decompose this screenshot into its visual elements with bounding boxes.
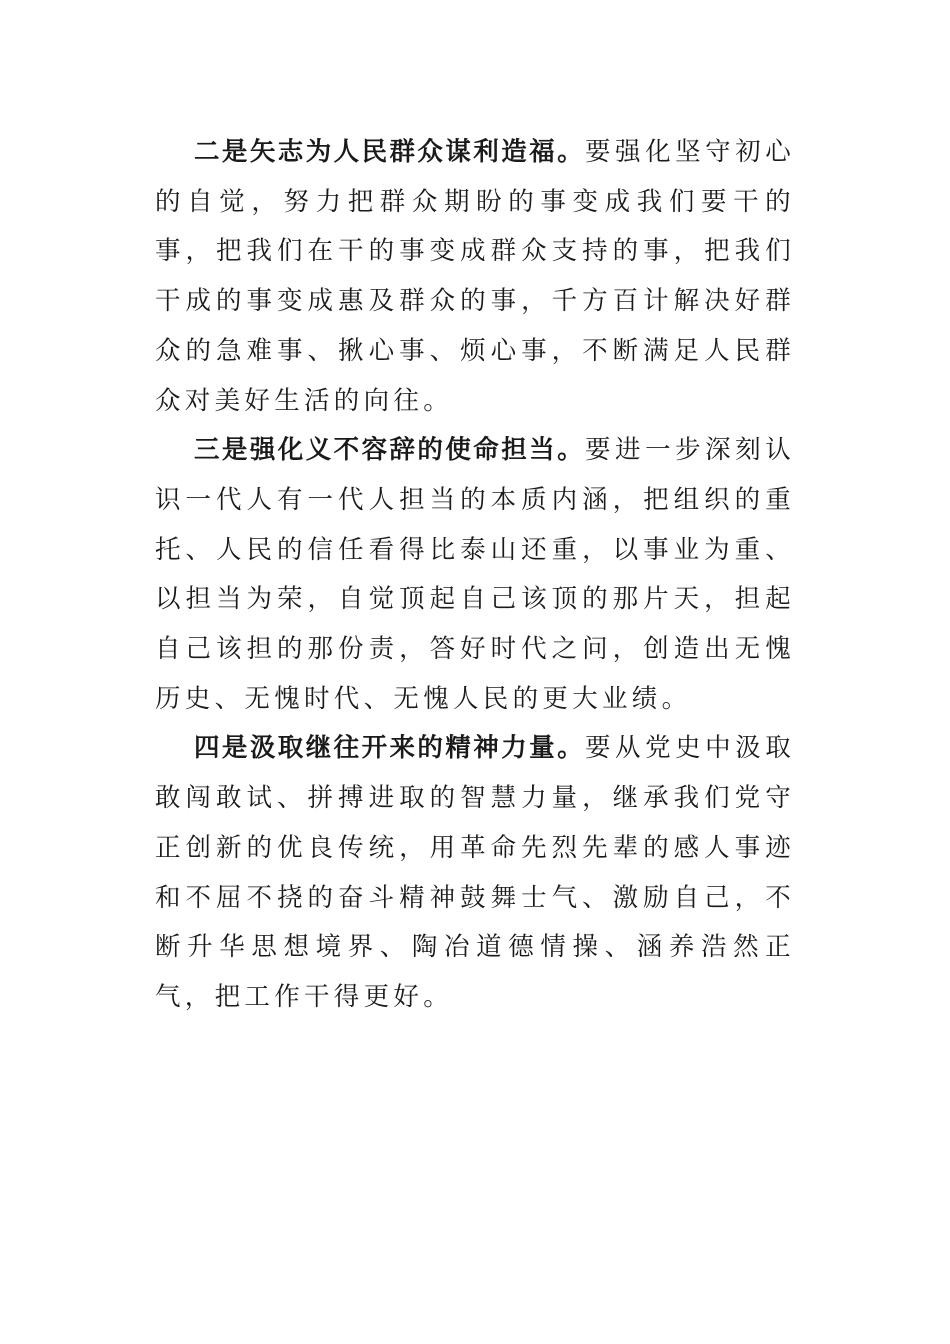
paragraph-4 [155, 724, 795, 1022]
paragraph-text: 要从党史中汲取敢闯敢试、拼搏进取的智慧力量，继承我们党守正创新的优良传统，用革命先烈先辈的感人事迹和不屈不挠的奋斗精神鼓舞士气、激励自己，不断升华思想境界、陶冶道德情操、涵养浩然正气，把工作干得更好。 [155, 733, 795, 1012]
paragraph-3 [155, 426, 795, 724]
paragraph-lead: 三是强化义不容辞的使命担当。 [194, 435, 586, 466]
paragraph-lead: 二是矢志为人民群众谋利造福。 [194, 137, 586, 167]
paragraph-2 [155, 128, 795, 426]
paragraph-text: 要进一步深刻认识一代人有一代人担当的本质内涵，把组织的重托、人民的信任看得比泰山还重，以事业为重、以担当为荣，自觉顶起自己该顶的那片天，担起自己该担的那份责，答好时代之问，创造出无愧历史、无愧时代、无愧人民的更大业绩。 [155, 435, 795, 714]
paragraph-lead: 四是汲取继往开来的精神力量。 [194, 733, 586, 764]
paragraph-text: 要强化坚守初心的自觉，努力把群众期盼的事变成我们要干的事，把我们在干的事变成群众支持的事，把我们干成的事变成惠及群众的事，千方百计解决好群众的急难事、揪心事、烦心事，不断满足人民群众对美好生活的向往。 [155, 137, 795, 416]
document-body [155, 128, 795, 1023]
